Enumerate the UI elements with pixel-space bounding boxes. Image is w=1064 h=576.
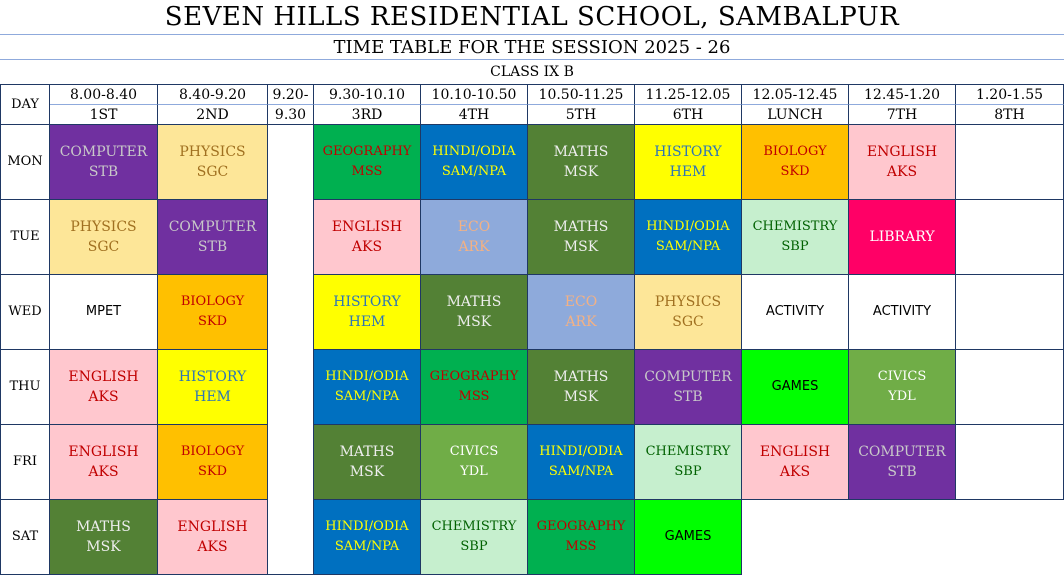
period-time: 10.50-11.25 — [538, 86, 624, 103]
period-time-header — [849, 85, 956, 105]
break-slot — [268, 500, 314, 575]
period-time-header — [158, 85, 268, 105]
subject-name: ENGLISH — [68, 369, 139, 385]
period-label-header — [50, 105, 158, 125]
teacher-code: AKS — [88, 389, 119, 405]
timetable-cell — [314, 500, 421, 575]
timetable-cell — [528, 125, 635, 200]
subject-name: MATHS — [339, 444, 395, 460]
timetable-cell — [50, 275, 158, 350]
subject-name: HINDI/ODIA — [646, 219, 730, 234]
period-label: 5TH — [565, 106, 597, 123]
period-time: 9.20- — [272, 86, 309, 103]
period-label: LUNCH — [767, 106, 823, 123]
subject-name: PHYSICS — [70, 219, 137, 235]
subject-name: COMPUTER — [59, 144, 148, 160]
timetable-cell — [742, 425, 849, 500]
break-slot — [268, 425, 314, 500]
timetable-cell — [421, 350, 528, 425]
period-time-header — [314, 85, 421, 105]
teacher-code: MSS — [351, 164, 383, 179]
break-slot — [268, 275, 314, 350]
period-time: 12.45-1.20 — [864, 86, 940, 103]
period-time: 11.25-12.05 — [645, 86, 731, 103]
timetable-cell — [314, 200, 421, 275]
period-time-header — [268, 85, 314, 105]
timetable-cell — [314, 125, 421, 200]
teacher-code: HEM — [194, 389, 231, 405]
empty-slot — [956, 200, 1064, 275]
timetable-cell — [742, 275, 849, 350]
empty-slot — [956, 275, 1064, 350]
timetable-cell — [849, 350, 956, 425]
teacher-code: SAM/NPA — [334, 389, 400, 404]
subject-name: ENGLISH — [68, 444, 139, 460]
timetable-cell — [421, 200, 528, 275]
timetable-cell — [314, 350, 421, 425]
timetable-cell — [849, 425, 956, 500]
teacher-code: STB — [197, 239, 228, 255]
teacher-code: STB — [887, 464, 917, 480]
subject-name: MATHS — [446, 294, 502, 310]
timetable-cell — [742, 125, 849, 200]
teacher-code: SGC — [87, 239, 120, 255]
timetable-cell — [421, 275, 528, 350]
teacher-code: MSS — [565, 539, 597, 554]
subject-name: BIOLOGY — [180, 294, 245, 309]
timetable-cell — [635, 125, 742, 200]
period-label-header — [158, 105, 268, 125]
teacher-code: SAM/NPA — [548, 464, 614, 479]
timetable-cell — [528, 200, 635, 275]
teacher-code: MSK — [86, 539, 121, 555]
subject-name: CHEMISTRY — [645, 444, 731, 459]
timetable-cell — [50, 500, 158, 575]
subject-name: CHEMISTRY — [752, 219, 838, 234]
teacher-code: SGC — [196, 164, 229, 180]
day-name: THU — [9, 379, 41, 394]
day-label — [0, 350, 50, 425]
day-name: MON — [7, 154, 43, 169]
timetable-cell — [158, 500, 268, 575]
timetable-cell — [158, 425, 268, 500]
timetable-cell — [421, 500, 528, 575]
subject-name: MPET — [85, 304, 122, 319]
teacher-code: YDL — [460, 464, 488, 479]
timetable-cell — [849, 275, 956, 350]
empty-slot — [956, 425, 1064, 500]
timetable-cell — [50, 200, 158, 275]
subject-name: GEOGRAPHY — [429, 369, 519, 384]
timetable-cell — [314, 275, 421, 350]
teacher-code: YDL — [888, 389, 916, 404]
break-slot — [268, 200, 314, 275]
timetable-cell — [849, 200, 956, 275]
subject-name: LIBRARY — [869, 229, 935, 245]
period-time-header — [50, 85, 158, 105]
period-label: 8TH — [994, 106, 1025, 123]
day-label — [0, 200, 50, 275]
subject-name: COMPUTER — [168, 219, 257, 235]
teacher-code: MSK — [563, 389, 599, 405]
timetable-cell — [314, 425, 421, 500]
timetable-cell — [635, 425, 742, 500]
timetable-cell — [158, 125, 268, 200]
subject-name: PHYSICS — [654, 294, 722, 310]
period-label: 4TH — [458, 106, 490, 123]
timetable-cell — [742, 350, 849, 425]
teacher-code: ARK — [458, 239, 490, 255]
subject-name: HISTORY — [333, 294, 401, 310]
period-label-header — [956, 105, 1064, 125]
subject-name: CIVICS — [877, 369, 927, 384]
timetable-cell — [421, 425, 528, 500]
subject-name: ENGLISH — [177, 519, 248, 535]
timetable-cell — [158, 350, 268, 425]
day-name: FRI — [13, 454, 37, 469]
teacher-code: AKS — [886, 164, 918, 180]
timetable-cell — [635, 275, 742, 350]
subject-name: ENGLISH — [866, 144, 938, 160]
period-label: 9.30 — [274, 106, 307, 123]
timetable-cell — [528, 350, 635, 425]
teacher-code: AKS — [351, 239, 383, 255]
teacher-code: HEM — [348, 314, 386, 330]
timetable-cell — [50, 125, 158, 200]
subject-name: HISTORY — [654, 144, 722, 160]
session-title: TIME TABLE FOR THE SESSION 2025 - 26 — [0, 35, 1064, 60]
timetable-cell — [158, 275, 268, 350]
period-label-header — [528, 105, 635, 125]
subject-name: MATHS — [553, 219, 609, 235]
teacher-code: SAM/NPA — [655, 239, 721, 254]
day-label — [0, 425, 50, 500]
school-name: SEVEN HILLS RESIDENTIAL SCHOOL, SAMBALPUR — [0, 0, 1064, 35]
period-time: 8.00-8.40 — [69, 86, 138, 103]
timetable-cell — [849, 125, 956, 200]
subject-name: MATHS — [553, 369, 609, 385]
period-label: 6TH — [672, 106, 704, 123]
timetable-cell — [635, 350, 742, 425]
subject-name: GAMES — [771, 379, 819, 394]
timetable-cell — [50, 350, 158, 425]
empty-slot — [956, 350, 1064, 425]
period-label-header — [268, 105, 314, 125]
period-label: 1ST — [89, 106, 118, 123]
period-time: 10.10-10.50 — [431, 86, 517, 103]
teacher-code: MSK — [563, 164, 599, 180]
class-label: CLASS IX B — [0, 60, 1064, 85]
subject-name: ECO — [564, 294, 598, 310]
teacher-code: MSS — [458, 389, 490, 404]
timetable-cell — [635, 200, 742, 275]
period-label-header — [421, 105, 528, 125]
timetable-cell — [50, 425, 158, 500]
subject-name: HINDI/ODIA — [325, 519, 409, 534]
subject-name: ENGLISH — [759, 444, 831, 460]
timetable-grid — [0, 85, 1064, 576]
subject-name: PHYSICS — [179, 144, 246, 160]
period-time-header — [421, 85, 528, 105]
teacher-code: SBP — [460, 539, 488, 554]
subject-name: MATHS — [76, 519, 131, 535]
period-label-header — [314, 105, 421, 125]
teacher-code: AKS — [88, 464, 119, 480]
subject-name: HINDI/ODIA — [539, 444, 623, 459]
subject-name: GAMES — [664, 529, 712, 544]
day-label — [0, 125, 50, 200]
break-slot — [268, 350, 314, 425]
teacher-code: MSK — [349, 464, 385, 480]
teacher-code: SBP — [674, 464, 702, 479]
timetable-cell — [635, 500, 742, 575]
period-label: 2ND — [196, 106, 229, 123]
day-header-label: DAY — [11, 96, 39, 112]
teacher-code: SGC — [672, 314, 704, 330]
period-time-header — [528, 85, 635, 105]
period-label: 7TH — [886, 106, 918, 123]
subject-name: COMPUTER — [858, 444, 946, 460]
timetable-cell — [528, 500, 635, 575]
subject-name: ACTIVITY — [765, 304, 825, 319]
teacher-code: SKD — [780, 164, 810, 179]
teacher-code: SAM/NPA — [441, 164, 507, 179]
subject-name: BIOLOGY — [763, 144, 827, 159]
day-label — [0, 275, 50, 350]
period-time-header — [742, 85, 849, 105]
timetable-cell — [158, 200, 268, 275]
teacher-code: MSK — [456, 314, 492, 330]
day-name: WED — [8, 304, 42, 319]
period-time: 12.05-12.45 — [752, 86, 838, 103]
timetable-cell — [528, 275, 635, 350]
subject-name: COMPUTER — [644, 369, 732, 385]
timetable-cell — [742, 200, 849, 275]
subject-name: CIVICS — [449, 444, 499, 459]
subject-name: CHEMISTRY — [431, 519, 517, 534]
subject-name: HINDI/ODIA — [325, 369, 409, 384]
teacher-code: SKD — [197, 314, 228, 329]
period-time: 8.40-9.20 — [178, 86, 247, 103]
subject-name: GEOGRAPHY — [536, 519, 626, 534]
period-time: 9.30-10.10 — [329, 86, 405, 103]
day-header — [0, 85, 50, 125]
day-label — [0, 500, 50, 575]
period-time: 1.20-1.55 — [975, 86, 1044, 103]
timetable-cell — [421, 125, 528, 200]
teacher-code: HEM — [669, 164, 707, 180]
teacher-code: STB — [88, 164, 119, 180]
day-name: SAT — [11, 529, 39, 544]
subject-name: HINDI/ODIA — [432, 144, 516, 159]
teacher-code: STB — [673, 389, 703, 405]
teacher-code: MSK — [563, 239, 599, 255]
empty-slot — [956, 125, 1064, 200]
subject-name: ENGLISH — [331, 219, 403, 235]
subject-name: BIOLOGY — [180, 444, 245, 459]
period-label-header — [742, 105, 849, 125]
subject-name: MATHS — [553, 144, 609, 160]
subject-name: HISTORY — [178, 369, 247, 385]
teacher-code: SBP — [781, 239, 809, 254]
teacher-code: ARK — [565, 314, 597, 330]
subject-name: ACTIVITY — [872, 304, 932, 319]
break-slot — [268, 125, 314, 200]
timetable-cell — [528, 425, 635, 500]
teacher-code: SKD — [197, 464, 228, 479]
day-name: TUE — [10, 229, 40, 244]
teacher-code: AKS — [779, 464, 811, 480]
period-label-header — [849, 105, 956, 125]
teacher-code: AKS — [197, 539, 228, 555]
subject-name: ECO — [457, 219, 491, 235]
teacher-code: SAM/NPA — [334, 539, 400, 554]
period-label: 3RD — [351, 106, 383, 123]
subject-name: GEOGRAPHY — [322, 144, 412, 159]
period-time-header — [956, 85, 1064, 105]
period-label-header — [635, 105, 742, 125]
period-time-header — [635, 85, 742, 105]
